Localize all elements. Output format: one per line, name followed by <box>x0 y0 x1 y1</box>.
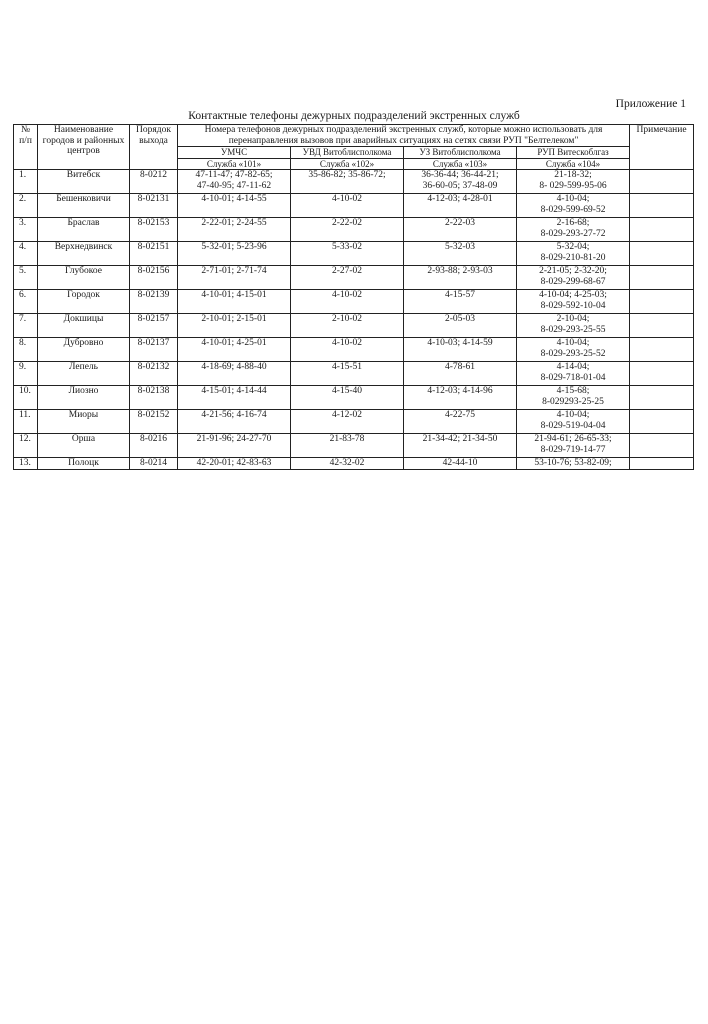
city-name: Миоры <box>38 410 130 434</box>
phone-line: 47-40-95; 47-11-62 <box>196 180 272 191</box>
phones-101 <box>178 170 291 194</box>
phones-104 <box>517 266 630 290</box>
phones-104 <box>517 242 630 266</box>
phone-line: 8-029-719-14-77 <box>540 444 606 455</box>
phone-line: 4-78-61 <box>444 362 476 372</box>
phone-line: 4-12-03; 4-28-01 <box>427 194 493 204</box>
table-row <box>14 338 694 362</box>
phones-104 <box>517 458 630 470</box>
phone-line: 21-94-61; 26-65-33; <box>534 434 612 444</box>
row-number: 1. <box>14 170 38 194</box>
row-number: 8. <box>14 338 38 362</box>
city-name: Витебск <box>38 170 130 194</box>
phone-line: 8-029-592-10-04 <box>540 300 606 311</box>
appendix-label: Приложение 1 <box>615 98 686 110</box>
table-row <box>14 362 694 386</box>
phones-104 <box>517 314 630 338</box>
phone-line: 2-22-02 <box>331 218 363 228</box>
phone-line: 4-10-02 <box>331 194 363 204</box>
phone-line: 4-22-75 <box>444 410 476 420</box>
phone-line: 8-029-718-01-04 <box>540 372 606 383</box>
phones-102 <box>291 434 404 458</box>
dial-code: 8-02151 <box>130 242 178 266</box>
city-name: Докшицы <box>38 314 130 338</box>
header-phones: Номера телефонов дежурных подразделений экстренных служб, которые можно использовать для перенаправления вызовов при аварийных ситуациях на сетях связи РУП "Белтелеком" <box>178 125 630 147</box>
phone-line: 4-10-02 <box>331 290 363 300</box>
phone-line: 8-029-599-69-52 <box>540 204 606 215</box>
phone-line: 4-10-02 <box>331 338 363 348</box>
phones-103 <box>404 434 517 458</box>
phone-line: 4-12-02 <box>331 410 363 420</box>
phone-line: 4-12-03; 4-14-96 <box>427 386 493 396</box>
row-number: 5. <box>14 266 38 290</box>
header-service-103: Служба «103» <box>404 158 517 170</box>
phones-103 <box>404 266 517 290</box>
phone-line: 2-27-02 <box>331 266 363 276</box>
table-row <box>14 242 694 266</box>
header-service-102: Служба «102» <box>291 158 404 170</box>
phones-102 <box>291 194 404 218</box>
dial-code: 8-0212 <box>130 170 178 194</box>
phone-line: 4-10-04; <box>556 194 590 204</box>
city-name: Орша <box>38 434 130 458</box>
note-cell <box>630 218 694 242</box>
phone-line: 8-029-293-25-55 <box>540 324 606 335</box>
phone-line: 8-029-299-68-67 <box>540 276 606 287</box>
row-number: 13. <box>14 458 38 470</box>
city-name: Полоцк <box>38 458 130 470</box>
phones-103 <box>404 194 517 218</box>
note-cell <box>630 314 694 338</box>
phone-line: 8-029293-25-25 <box>542 396 604 407</box>
phone-line: 4-21-56; 4-16-74 <box>201 410 267 420</box>
phone-line: 2-93-88; 2-93-03 <box>427 266 493 276</box>
phone-line: 53-10-76; 53-82-09; <box>534 458 612 468</box>
note-cell <box>630 242 694 266</box>
phone-line: 36-36-44; 36-44-21; <box>421 170 499 180</box>
phone-line: 2-05-03 <box>444 314 476 324</box>
phone-line: 5-32-04; <box>556 242 590 252</box>
note-cell <box>630 434 694 458</box>
row-number: 10. <box>14 386 38 410</box>
table-row <box>14 170 694 194</box>
dial-code: 8-0214 <box>130 458 178 470</box>
phone-line: 8-029-210-81-20 <box>540 252 606 263</box>
note-cell <box>630 458 694 470</box>
note-cell <box>630 338 694 362</box>
table-row <box>14 314 694 338</box>
city-name: Лиозно <box>38 386 130 410</box>
phones-101 <box>178 410 291 434</box>
phones-101 <box>178 314 291 338</box>
header-org-102: УВД Витоблисполкома <box>291 147 404 159</box>
phones-104 <box>517 290 630 314</box>
phone-line: 2-10-02 <box>331 314 363 324</box>
phone-line: 35-86-82; 35-86-72; <box>308 170 386 180</box>
table-row <box>14 458 694 470</box>
document-title: Контактные телефоны дежурных подразделений экстренных служб <box>188 110 520 122</box>
phones-101 <box>178 266 291 290</box>
phone-line: 4-10-03; 4-14-59 <box>427 338 493 348</box>
phones-102 <box>291 314 404 338</box>
phones-103 <box>404 242 517 266</box>
phones-103 <box>404 410 517 434</box>
phone-line: 4-10-01; 4-14-55 <box>201 194 267 204</box>
phones-102 <box>291 338 404 362</box>
phone-line: 2-71-01; 2-71-74 <box>201 266 267 276</box>
phones-102 <box>291 290 404 314</box>
phone-line: 21-18-32; <box>554 170 592 180</box>
phones-101 <box>178 362 291 386</box>
header-num: № п/п <box>14 125 38 170</box>
phone-line: 4-15-40 <box>331 386 363 396</box>
phones-101 <box>178 458 291 470</box>
phone-line: 2-21-05; 2-32-20; <box>539 266 607 276</box>
phone-line: 2-22-03 <box>444 218 476 228</box>
city-name: Дубровно <box>38 338 130 362</box>
phones-103 <box>404 290 517 314</box>
table-row <box>14 218 694 242</box>
phone-line: 2-10-01; 2-15-01 <box>201 314 267 324</box>
note-cell <box>630 362 694 386</box>
phone-line: 8-029-293-27-72 <box>540 228 606 239</box>
note-cell <box>630 170 694 194</box>
phones-103 <box>404 170 517 194</box>
note-cell <box>630 386 694 410</box>
phone-line: 42-20-01; 42-83-63 <box>196 458 272 468</box>
phones-104 <box>517 386 630 410</box>
phones-102 <box>291 242 404 266</box>
emergency-contacts-table <box>13 124 694 470</box>
phones-102 <box>291 410 404 434</box>
table-row <box>14 194 694 218</box>
phones-102 <box>291 266 404 290</box>
phone-line: 4-10-04; <box>556 338 590 348</box>
phones-103 <box>404 386 517 410</box>
phones-104 <box>517 170 630 194</box>
dial-code: 8-02152 <box>130 410 178 434</box>
dial-code: 8-02153 <box>130 218 178 242</box>
phones-103 <box>404 338 517 362</box>
table-row <box>14 410 694 434</box>
phones-101 <box>178 338 291 362</box>
dial-code: 8-02132 <box>130 362 178 386</box>
phone-line: 5-32-01; 5-23-96 <box>201 242 267 252</box>
table-row <box>14 266 694 290</box>
phone-line: 47-11-47; 47-82-65; <box>195 170 273 180</box>
note-cell <box>630 290 694 314</box>
phone-line: 5-32-03 <box>444 242 476 252</box>
phones-104 <box>517 410 630 434</box>
dial-code: 8-02137 <box>130 338 178 362</box>
phones-103 <box>404 458 517 470</box>
phones-103 <box>404 314 517 338</box>
header-city: Наименование городов и районных центров <box>38 125 130 170</box>
phones-103 <box>404 362 517 386</box>
phone-line: 2-16-68; <box>556 218 590 228</box>
phone-line: 36-60-05; 37-48-09 <box>422 180 498 191</box>
phone-line: 42-32-02 <box>329 458 365 468</box>
phones-104 <box>517 194 630 218</box>
phone-line: 4-18-69; 4-88-40 <box>201 362 267 372</box>
header-service-104: Служба «104» <box>517 158 630 170</box>
header-org-103: УЗ Витоблисполкома <box>404 147 517 159</box>
note-cell <box>630 266 694 290</box>
city-name: Верхнедвинск <box>38 242 130 266</box>
phone-line: 8-029-519-04-04 <box>540 420 606 431</box>
row-number: 4. <box>14 242 38 266</box>
city-name: Глубокое <box>38 266 130 290</box>
city-name: Городок <box>38 290 130 314</box>
phone-line: 2-22-01; 2-24-55 <box>201 218 267 228</box>
phones-101 <box>178 242 291 266</box>
phones-102 <box>291 218 404 242</box>
phones-104 <box>517 434 630 458</box>
phones-104 <box>517 218 630 242</box>
phone-line: 2-10-04; <box>556 314 590 324</box>
table-row <box>14 434 694 458</box>
header-note: Примечание <box>630 125 694 170</box>
header-org-104: РУП Витескоблгаз <box>517 147 630 159</box>
phones-101 <box>178 218 291 242</box>
phones-102 <box>291 170 404 194</box>
phones-104 <box>517 362 630 386</box>
phones-101 <box>178 194 291 218</box>
table-row <box>14 290 694 314</box>
dial-code: 8-02139 <box>130 290 178 314</box>
dial-code: 8-02157 <box>130 314 178 338</box>
phone-line: 4-15-51 <box>331 362 363 372</box>
row-number: 6. <box>14 290 38 314</box>
city-name: Бешенковичи <box>38 194 130 218</box>
dial-code: 8-0216 <box>130 434 178 458</box>
header-org-101: УМЧС <box>178 147 291 159</box>
phones-101 <box>178 290 291 314</box>
phone-line: 42-44-10 <box>442 458 478 468</box>
row-number: 9. <box>14 362 38 386</box>
dial-code: 8-02131 <box>130 194 178 218</box>
note-cell <box>630 410 694 434</box>
phones-101 <box>178 386 291 410</box>
header-service-101: Служба «101» <box>178 158 291 170</box>
phone-line: 21-34-42; 21-34-50 <box>422 434 498 444</box>
phone-line: 4-10-01; 4-15-01 <box>201 290 267 300</box>
row-number: 11. <box>14 410 38 434</box>
phones-102 <box>291 386 404 410</box>
header-code: Порядок выхода <box>130 125 178 170</box>
note-cell <box>630 194 694 218</box>
phones-103 <box>404 218 517 242</box>
dial-code: 8-02138 <box>130 386 178 410</box>
city-name: Лепель <box>38 362 130 386</box>
table-row <box>14 386 694 410</box>
phones-102 <box>291 458 404 470</box>
phone-line: 4-10-04; 4-25-03; <box>539 290 607 300</box>
phone-line: 4-15-57 <box>444 290 476 300</box>
phone-line: 4-14-04; <box>556 362 590 372</box>
phone-line: 5-33-02 <box>331 242 363 252</box>
phone-line: 8-029-293-25-52 <box>540 348 606 359</box>
phones-102 <box>291 362 404 386</box>
phones-101 <box>178 434 291 458</box>
city-name: Браслав <box>38 218 130 242</box>
row-number: 3. <box>14 218 38 242</box>
phone-line: 4-15-01; 4-14-44 <box>201 386 267 396</box>
phone-line: 21-91-96; 24-27-70 <box>196 434 272 444</box>
phone-line: 21-83-78 <box>329 434 365 444</box>
phone-line: 4-15-68; <box>556 386 590 396</box>
dial-code: 8-02156 <box>130 266 178 290</box>
phone-line: 4-10-01; 4-25-01 <box>201 338 267 348</box>
row-number: 12. <box>14 434 38 458</box>
phone-line: 8- 029-599-95-06 <box>539 180 607 191</box>
row-number: 7. <box>14 314 38 338</box>
phones-104 <box>517 338 630 362</box>
row-number: 2. <box>14 194 38 218</box>
phone-line: 4-10-04; <box>556 410 590 420</box>
